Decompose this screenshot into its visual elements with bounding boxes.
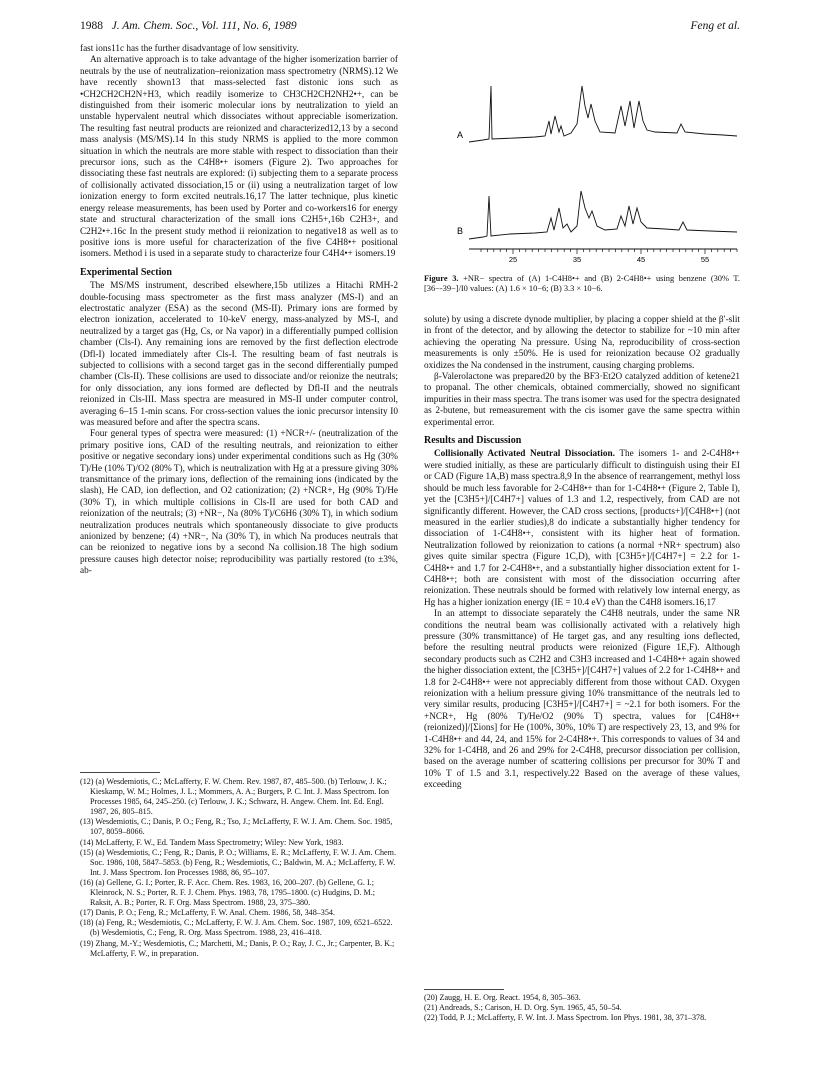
results-paragraph-text: The isomers 1- and 2-C4H8•+ were studied initially, as these are particularly difficult to distinguish using their EI or CAD (Figure 1A,B) mass spectra.8,9 In the absence of rearrangement, methyl loss should be much less favorable for 2-C4H8•+ than for 1-C4H8•+ (Figure 2, Table I), yet the [C3H5+]/[C4H7+] values of 1.3 and 1.2, respectively, from CAD are not significantly different. However, the CAD cross sections, [products+]/[C4H8•+] (not measured in the earlier studies),8 do indicate a substantially higher tendency for dissociation of 1-C4H8•+, consistent with its higher heat of formation. Neutralization followed by reionization to cations (a normal +NR+ spectrum) also gives quite similar spectra (Figure 1C,D), with [C3H5+]/[C4H7+] = 2.2 for 1-C4H8•+ and 1.7 for 2-C4H8•+, and a substantially higher dissociation extent for 1-C4H8•+; both are consistent with most of the dissociation occurring after reionization. These neutrals should be formed with relatively low internal energy, as Hg has a higher ionization energy (IE = 10.4 eV) than the C4H8 isomers.16,17 — [424, 449, 740, 608]
header-left — [80, 20, 297, 32]
right-references — [424, 993, 740, 1023]
tick-label: 35 — [572, 255, 582, 264]
caption-text: +NR− spectra of (A) 1-C4H8•+ and (B) 2-C4H8•+ using benzene (30% T. [36−-39−]/I0 values: (A) 1.6 × 10−6; (B) 3.3 × 10−6. — [424, 274, 741, 294]
intro-paragraph: An alternative approach is to take advantage of the higher isomerization barrier of neutrals by the use of neutralization–reionization mass spectrometry (NRMS).12 We have recently shown13 that mass-selected fast distonic ions such as •CH2CH2CH2N+H3, which readily isomerize to CH3CH2CH2NH2•+, can be distinguished from their isomeric molecular ions by neutralization to yield an unstable hypervalent neutral which dissociates without appreciable isomerization. The resulting fast neutral products are reionized and characterized12,13 by a second mass analysis (MS/MS).14 In this study NRMS is applied to the more common situation in which the neutrals are more stable with respect to dissociation than their precursor ions, such as the C4H8•+ isomers (Figure 2). Two approaches for dissociating these fast neutrals are explored: (i) subjecting them to a separate process of collisionally activated dissociation,15 or (ii) using a neutralization target of low ionization energy to form excited neutrals.16,17 The latter technique, plus kinetic energy release measurements, has been used by Porter and co-workers16 for energy state and structural characterization of the small ions C2H5+,16b C2H3+, and C2H2•+.16c In the present study method ii reionization to negative18 as well as to positive ions is more useful for characterization of the five C4H8•+ positional isomers. Method i is used in a separate study to characterize four C4H4•+ isomers.19 — [80, 55, 398, 260]
tick-label: 25 — [508, 255, 518, 264]
left-references — [80, 777, 398, 959]
tick-label: 55 — [700, 255, 710, 264]
caption-label: Figure 3. — [424, 274, 459, 283]
reference-item: (19) Zhang, M.-Y.; Wesdemiotis, C.; Marchetti, M.; Danis, P. O.; Ray, J. C., Jr.; Carpenter, B. K.; McLafferty, F. W., in preparation. — [80, 938, 395, 958]
x-axis-ticks — [481, 249, 737, 254]
reference-item: (12) (a) Wesdemiotis, C.; McLafferty, F. W. Chem. Rev. 1987, 87, 485–500. (b) Terlouw, J. K.; Kieskamp, W. M.; Holmes, J. L.; Mommers, A. A.; Burgers, P. C. Int. J. Mass Spectrom. Ion Processes 1985, 64, 245–250. (c) Terlouw, J. K.; Schwarz, H. Angew. Chem. Int. Ed. Engl. 1987, 26, 805–815. — [80, 777, 390, 817]
spectrum-b-trace — [469, 191, 737, 239]
reference-item: (21) Andreads, S.; Carison, H. D. Org. Syn. 1965, 45, 50–54. — [424, 1003, 622, 1013]
reference-item: (13) Wesdemiotis, C.; Danis, P. O.; Feng, R.; Tso, J.; McLafferty, F. W. J. Am. Chem. Soc. 1985, 107, 8059–8066. — [80, 817, 393, 837]
reference-item: (16) (a) Gellene, G. I.; Porter, R. F. Acc. Chem. Res. 1983, 16, 200–207. (b) Gellene, G. I.; Kleinrock, N. S.; Porter, R. F. J. Chem. Phys. 1983, 78, 1795–1800. (c) Hudgins, D. M.; Raksit, A. B.; Porter, R. F. Org. Mass Spectrom. 1988, 23, 375–380. — [80, 877, 376, 908]
reference-item: (22) Todd, P. J.; McLafferty, F. W. Int. J. Mass Spectrom. Ion Phys. 1981, 38, 371–378. — [424, 1013, 707, 1023]
methods-paragraph: β-Valerolactone was prepared20 by the BF3·Et2O catalyzed addition of ketene21 to propanal. The other chemicals, obtained commercially, showed no significant impurities in their mass spectra. The trans isomer was used for the spectra designated as 2-butene, but remeasurement with the cis isomer gave the same spectra within experimental error. — [424, 372, 740, 428]
results-subheading: Collisionally Activated Neutral Dissociation. — [434, 449, 615, 460]
results-paragraph: In an attempt to dissociate separately the C4H8 neutrals, under the same NR conditions the neutral beam was collisionally activated with a relatively high pressure (30% transmittance) of He target gas, and any resulting ions deflected, before the resulting neutral products were reionized (Figure 1E,F). Although secondary products such as C2H2 and C3H3 increased and 1-C4H8•+ again showed the higher dissociation extent, the [C3H5+]/[C4H7+] values of 2.2 for 1-C4H8•+ and 1.8 for 2-C4H8•+ were not appreciably different from those without CAD. Oxygen reionization with a helium pressure giving 10% transmittance of the neutrals led to very similar results, producing [C3H5+]/[C4H7+] = ~2.1 for both isomers. For the +NCR+, Hg (80% T)/He/O2 (90% T) spectra, values for [C4H8•+ (reionized)]/[Σions] for He (100%, 30%, 10% T) are respectively 23, 13, and 9% for 1-C4H8•+ and 44, 24, and 15% for 2-C4H8•+. This corresponds to values of 34 and 32% for 1-C4H8, and 26 and 29% for 2-C4H8, precursor dissociation per collision, based on the average number of scattering collisions per precursor for 30% T and 10% T of 1.5 and 3.1, respectively.22 Based on the average of these values, exceeding — [424, 609, 740, 791]
footnote-rule — [80, 772, 160, 773]
experimental-paragraph: Four general types of spectra were measured: (1) +NCR+/- (neutralization of the primary positive ions, CAD of the resulting neutrals, and reionization to either positive or negative secondary ions) under experimental conditions such as Hg (30% T)/He (10% T)/O2 (80% T), which is neutralization with Hg at a pressure giving 30% transmittance of the primary ions, deflection of the remaining ions (indicated by the slash), He CAD, ion deflection, and O2 cationization; (2) +NCR+, Hg (90% T)/He (30% T), in which multiple collisions in Cls-II are used for both CAD and reionization of the neutrals; (3) +NR−, Na (80% T)/C6H6 (30% T), in which sodium neutralization produces neutrals which spontaneously dissociate to give products anionized by benzene; (4) +NR−, Na (30% T), in which Na produces neutrals that can be reionized to negative ions by a second Na collision.18 The high sodium pressure causes high detector noise; reproducibility was partially restored (to ±3%, ab- — [80, 429, 398, 577]
methods-paragraph: solute) by using a discrete dynode multiplier, by placing a copper shield at the β′-slit in front of the detector, and by allowing the detector to stabilize for ~10 min after achieving the operating Na pressure. Using Na, reproducibility of cross-section measurements is only ±50%. He is used for reionization because O2 gradually oxidizes the Na condensed in the instrument, causing charging problems. — [424, 315, 740, 371]
experimental-heading: Experimental Section — [80, 266, 172, 278]
footnote-rule — [424, 989, 504, 990]
reference-item: (15) (a) Wesdemiotis, C.; Feng, R.; Danis, P. O.; Williams, E. R.; McLafferty, F. W. J. Am. Chem. Soc. 1986, 108, 5847–5853. (b) Feng, R.; Wesdemiotis, C.; Baldwin, M. A.; McLafferty, F. W. Int. J. Mass Spectrom. Ion Processes 1988, 86, 95–107. — [80, 847, 396, 877]
spectra-figure — [455, 46, 740, 270]
left-column — [80, 44, 398, 578]
panel-b-label: B — [457, 226, 464, 236]
tick-label: 45 — [636, 255, 646, 264]
results-paragraph — [424, 449, 740, 609]
right-column — [424, 315, 740, 792]
running-head-authors: Feng et al. — [690, 20, 740, 32]
reference-item: (14) McLafferty, F. W., Ed. Tandem Mass Spectrometry; Wiley: New York, 1983. — [80, 837, 344, 847]
reference-item: (18) (a) Feng, R.; Wesdemiotis, C.; McLafferty, F. W. J. Am. Chem. Soc. 1987, 109, 6521–6522. (b) Wesdemiotis, C.; Feng, R. Org. Mass Spectrom. 1988, 23, 416–418. — [80, 918, 393, 938]
reference-item: (20) Zaugg, H. E. Org. React. 1954, 8, 305–363. — [424, 993, 581, 1002]
spectrum-a-trace — [469, 86, 737, 142]
page-header — [80, 20, 740, 36]
intro-paragraph: fast ions11c has the further disadvantage of low sensitivity. — [80, 44, 299, 54]
results-heading: Results and Discussion — [424, 435, 522, 447]
page-number: 1988 — [80, 20, 103, 32]
experimental-paragraph: The MS/MS instrument, described elsewhere,15b utilizes a Hitachi RMH-2 double-focusing mass spectrometer as the first mass analyzer (MS-I) and an electrostatic analyzer (ESA) as the second (MS-II). Primary ions are formed by electron ionization, accelerated to 10-keV energy, mass-analyzed by MS-I, and neutralized by a target gas (Hg, Cs, or Na vapor) in a differentially pumped collision chamber (Cls-I). Any remaining ions are removed by the first deflection electrode (Dfl-I) located immediately after Cls-I. The resulting beam of fast neutrals is subjected to collisions with a second target gas in the second differentially pumped chamber (Cls-II). These collisions are used to dissociate and/or reionize the neutrals; for only dissociation, any ions formed are deflected by Dfl-II and the neutrals reionized in Cls-III. Mass spectra are measured in MS-II under computer control, averaging 6–15 1-min scans. For cross-section values the ionic precursor intensity I0 was measured before and after the spectra scans. — [80, 281, 398, 428]
figure-caption — [424, 274, 740, 295]
journal-citation: J. Am. Chem. Soc., Vol. 111, No. 6, 1989 — [111, 20, 297, 32]
reference-item: (17) Danis, P. O.; Feng, R.; McLafferty, F. W. Anal. Chem. 1986, 58, 348–354. — [80, 908, 335, 918]
panel-a-label: A — [457, 130, 464, 140]
